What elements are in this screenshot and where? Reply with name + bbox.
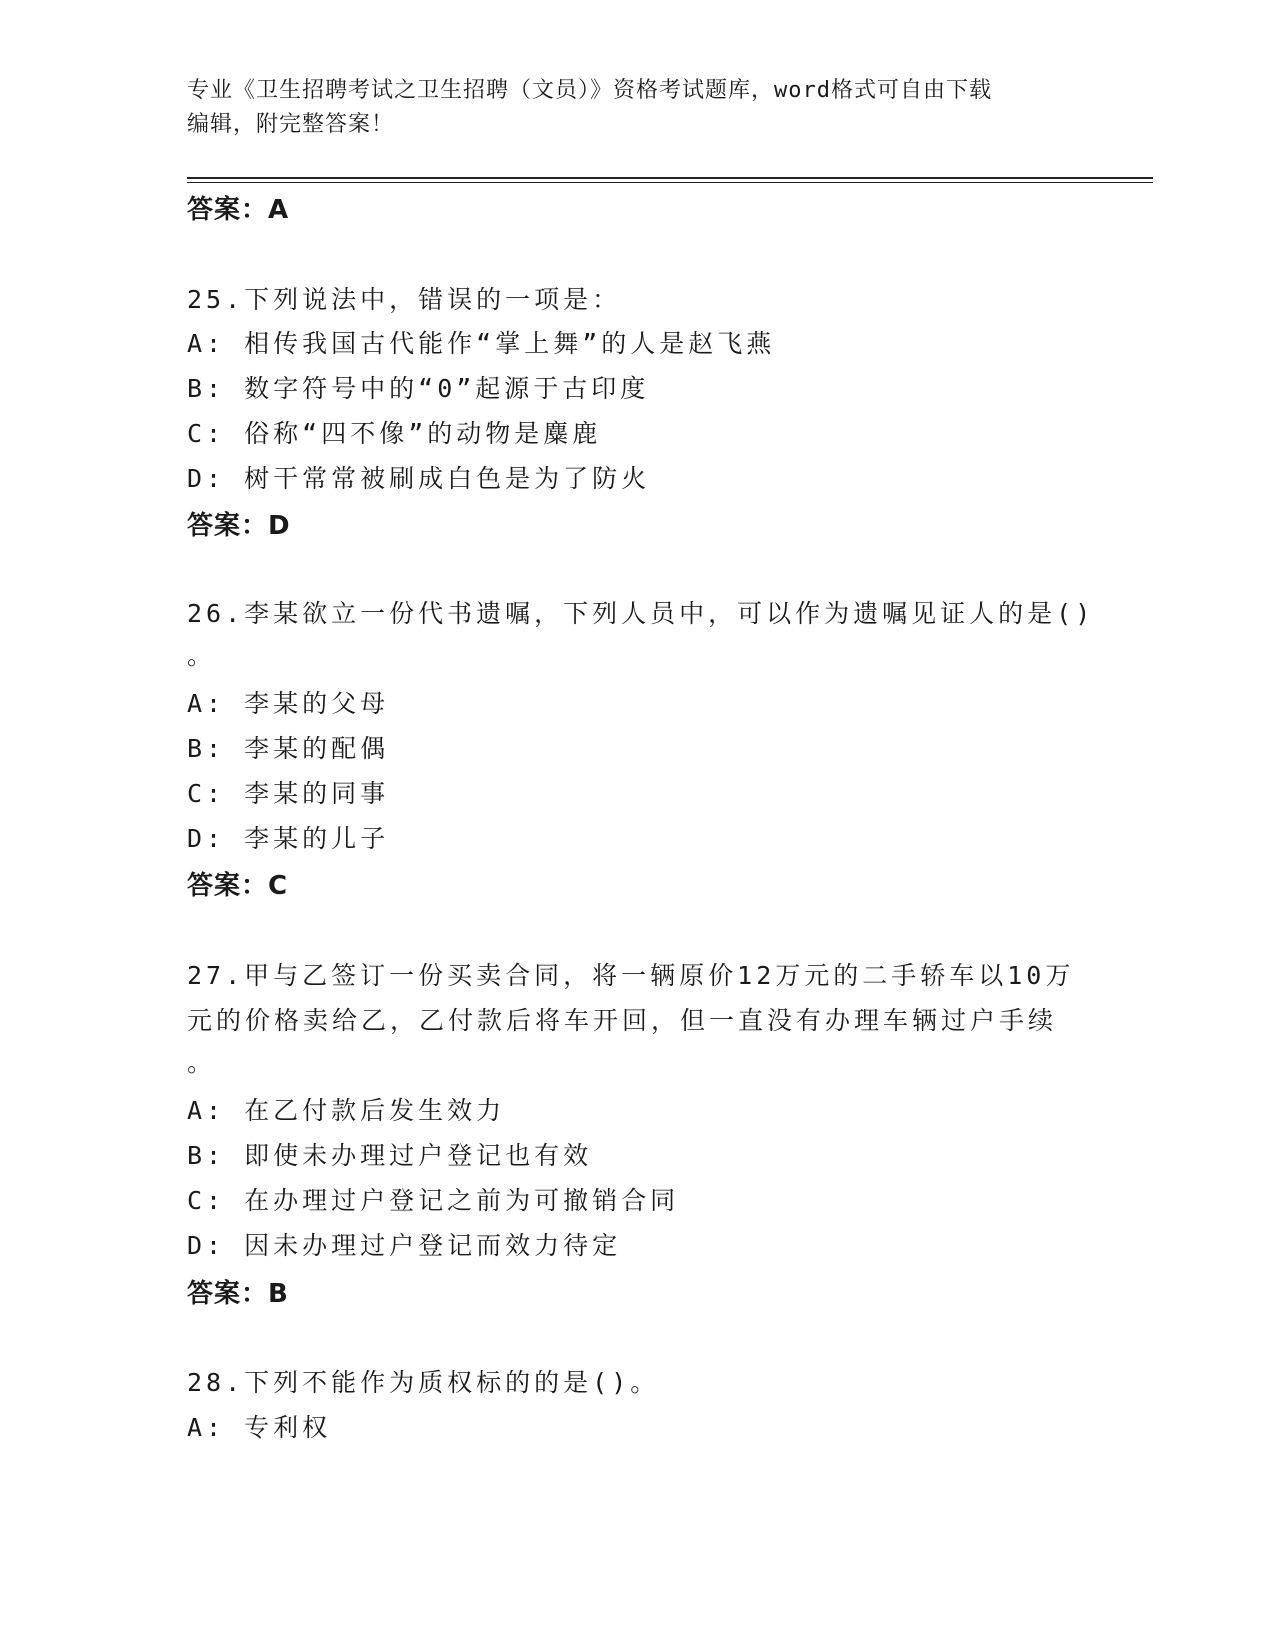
question-26-option-b: B: 李某的配偶: [187, 734, 390, 763]
document-header: [187, 74, 1087, 142]
question-26-option-d: D: 李某的儿子: [187, 824, 390, 853]
question-28-stem: 28.下列不能作为质权标的的是()。: [187, 1368, 660, 1397]
question-25-stem: 25.下列说法中，错误的一项是：: [187, 285, 622, 314]
header-divider-thin: [187, 182, 1153, 183]
question-27-option-d: D: 因未办理过户登记而效力待定: [187, 1231, 622, 1260]
answer-prev: 答案：A: [187, 195, 290, 225]
question-27-option-a: A: 在乙付款后发生效力: [187, 1096, 506, 1125]
question-26-stem: 26.李某欲立一份代书遗嘱，下列人员中，可以作为遗嘱见证人的是(): [187, 599, 1095, 628]
question-28-option-a: A: 专利权: [187, 1413, 332, 1442]
question-25-option-a: A: 相传我国古代能作“掌上舞”的人是赵飞燕: [187, 329, 776, 358]
question-26-option-a: A: 李某的父母: [187, 689, 390, 718]
question-26-answer: 答案：C: [187, 871, 289, 901]
question-26-option-c: C: 李某的同事: [187, 779, 390, 808]
question-25-answer: 答案：D: [187, 511, 291, 541]
question-27-option-c: C: 在办理过户登记之前为可撤销合同: [187, 1186, 680, 1215]
header-divider: [187, 177, 1153, 179]
question-26-stem-end: 。: [187, 641, 217, 670]
header-line-2: 编辑，附完整答案！: [187, 112, 395, 137]
question-25-option-c: C: 俗称“四不像”的动物是麋鹿: [187, 419, 602, 448]
question-25-option-b: B: 数字符号中的“0”起源于古印度: [187, 374, 650, 403]
question-27-stem-line-2: 元的价格卖给乙，乙付款后将车开回，但一直没有办理车辆过户手续: [187, 1006, 1058, 1035]
question-27-stem-line-1: 27.甲与乙签订一份买卖合同，将一辆原价12万元的二手轿车以10万: [187, 961, 1075, 990]
question-27-option-b: B: 即使未办理过户登记也有效: [187, 1141, 593, 1170]
question-27-stem-end: 。: [187, 1048, 217, 1077]
question-25-option-d: D: 树干常常被刷成白色是为了防火: [187, 464, 651, 493]
question-27-answer: 答案：B: [187, 1279, 289, 1309]
header-line-1: 专业《卫生招聘考试之卫生招聘（文员）》资格考试题库，word格式可自由下载: [187, 78, 992, 103]
